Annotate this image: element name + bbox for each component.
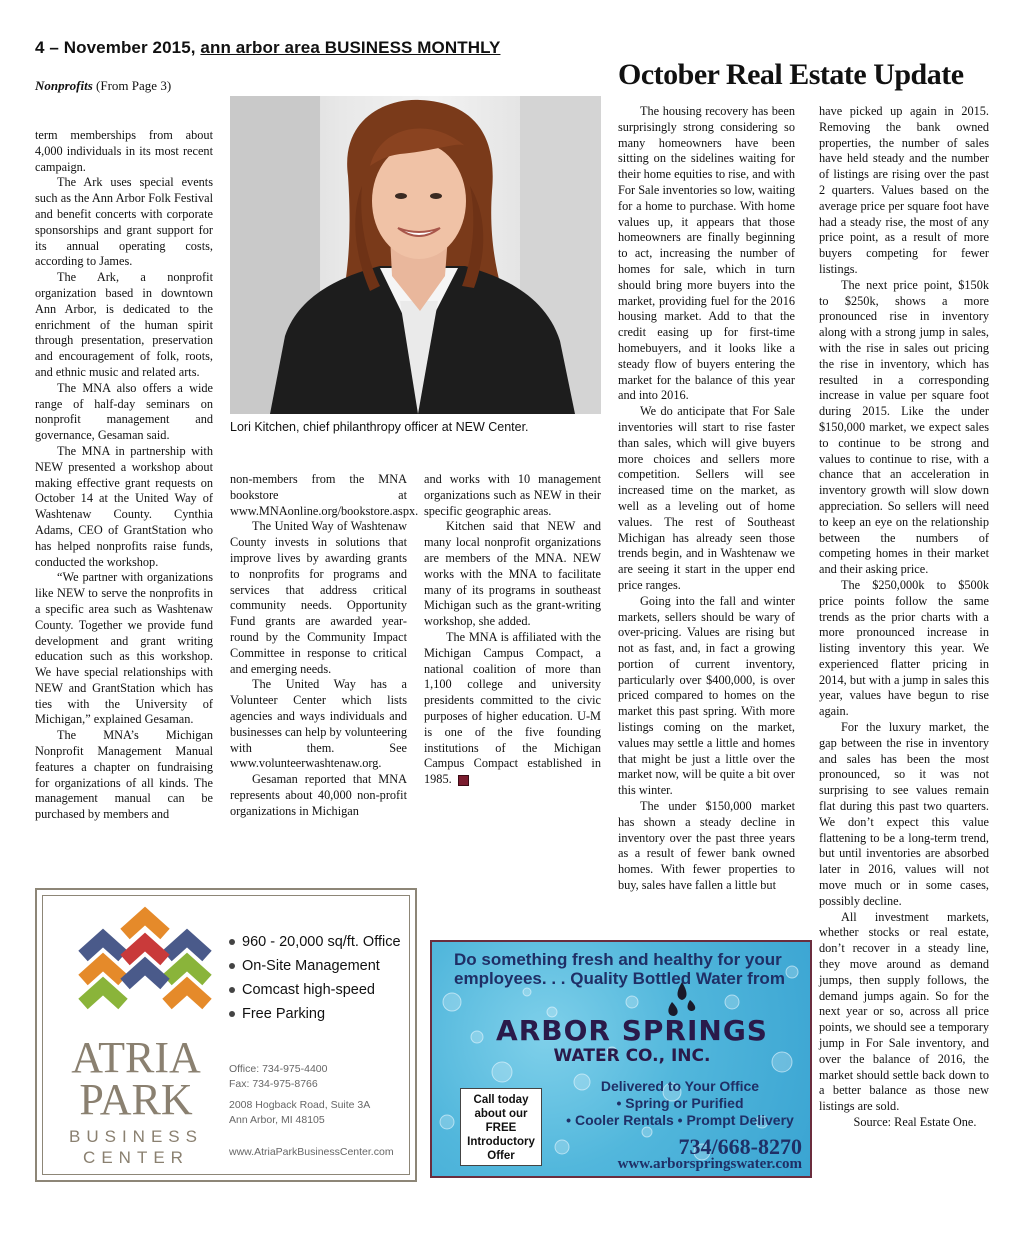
feature-item: Comcast high-speed <box>229 978 401 1002</box>
atria-features <box>229 930 401 1026</box>
atria-website-link[interactable]: www.AtriaParkBusinessCenter.com <box>229 1146 394 1158</box>
address-line-1: 2008 Hogback Road, Suite 3A <box>229 1099 371 1111</box>
paragraph: The United Way of Washtenaw County invests in solutions that improve lives by awarding grants to nonprofits for programs and services that address critical community needs. Opportunity Fund grants are awarded year-round by the Community Impact Committee in response to critical and emerging needs. <box>230 519 407 676</box>
atria-park-ad[interactable] <box>35 888 417 1182</box>
address-line-2: Ann Arbor, MI 48105 <box>229 1114 325 1126</box>
service-line: • Spring or Purified <box>616 1095 744 1111</box>
arbor-website-link[interactable]: www.arborspringswater.com <box>617 1156 802 1172</box>
feature-item: Free Parking <box>229 1002 401 1026</box>
paragraph: All investment markets, whether stocks or real estate, don’t recover in a steady line, they move around as demand jumps, then supply follows, the demand jumps again. So for the next year or so, across all price points, we should see a temporary jump in For Sale inventory, and over the balance of 2016, the market should settle back down to a better balance as those new listings are sold. <box>819 909 989 1114</box>
paragraph: Gesaman reported that MNA represents about 40,000 non-profit organizations in Michigan <box>230 772 407 818</box>
page-number: 4 <box>35 38 45 57</box>
paragraph: The Ark uses special events such as the Ann Arbor Folk Festival and benefit concerts with corporate sponsorships and grant support for its annual operating costs, according to James. <box>35 175 213 269</box>
feature-item: On-Site Management <box>229 954 401 978</box>
atria-logo <box>45 898 221 1168</box>
paragraph <box>424 630 601 788</box>
paragraph: Kitchen said that NEW and many local nonprofit organizations are members of the MNA. NEW works with the MNA to facilitate many of its programs in southeast Michigan such as the grant-writing workshop, she added. <box>424 519 601 629</box>
feature-item: 960 - 20,000 sq/ft. Office <box>229 930 401 954</box>
page-header: 4 – November 2015, ann arbor area BUSINESS MONTHLY <box>35 38 501 57</box>
end-of-story-mark <box>458 775 469 786</box>
nonprofits-column-2 <box>230 472 419 820</box>
real-estate-title: October Real Estate Update <box>618 58 964 91</box>
atria-phones <box>229 1062 327 1092</box>
brand-park: PARK <box>79 1075 193 1124</box>
service-line: Delivered to Your Office <box>600 1078 760 1094</box>
paragraph: “We partner with organizations like NEW to serve the nonprofits in a specific area such as Washtenaw County. Together we provide fund development and grant writing education such as this workshop. We have special relationships with NEW and GrantStation which has ties with the University of Michigan,” explained Gesaman. <box>35 570 213 727</box>
call-line: Offer <box>487 1150 515 1162</box>
office-phone: Office: 734-975-4400 <box>229 1063 328 1075</box>
paragraph: We do anticipate that For Sale inventories will start to rise faster than sales, which will give buyers more choices and sellers more competition. Sellers will see increased time on the market, as well as a leveling out of home values. The rest of Southeast Michigan has already seen those trends begin, and in Washtenaw we are seeing it start in the upper end price ranges. <box>618 404 795 592</box>
paragraph: For the luxury market, the gap between the rise in inventory and sales has been the most pronounced, so it was not surprising to see values remain flat during this past two quarters. We don’t expect this value flattening to be a long-term trend, but until inventories are absorbed later in 2016, values will not move much or in some cases, possibly decline. <box>819 720 989 908</box>
arbor-phone[interactable]: 734/668-8270 <box>678 1134 802 1159</box>
publication-name: ann arbor area BUSINESS MONTHLY <box>200 38 501 57</box>
paragraph-text: The MNA is affiliated with the Michigan Campus Compact, a national coalition of more than 1,100 college and university presidents committed to the civic purposes of higher education. U-M is one of the five founding institutions of the Michigan Campus Compact established in 1985. <box>424 629 601 787</box>
kicker-section: Nonprofits <box>35 78 93 93</box>
paragraph: The MNA in partnership with NEW presented a workshop about making effective grant requests on October 14 at the United Way of Washtenaw County. Cynthia Adams, CEO of GrantStation who has helped nonprofits raise funds, conducted the workshop. <box>35 443 213 569</box>
call-line: Introductory <box>467 1136 535 1148</box>
paragraph: Going into the fall and winter markets, sellers should be wary of over-pricing. Values are rising but not as fast, and, in fact a growing portion of current inventory, particularly over $400,000, is over priced compared to homes on the market this past spring. With more listings coming on the market, values may settle a little and homes that might be just a little over the market now, will be quite a bit over this winter. <box>618 593 795 798</box>
paragraph: and works with 10 management organizations such as NEW in their specific geographic areas. <box>424 472 601 518</box>
paragraph: non-members from the MNA bookstore at www.MNAonline.org/bookstore.aspx. <box>230 472 419 518</box>
headline-line-1: Do something fresh and healthy for your <box>454 950 782 969</box>
arbor-headline <box>454 950 804 988</box>
call-line: about our <box>474 1108 528 1120</box>
brand-atria: ATRIA <box>71 1033 201 1082</box>
paragraph: The United Way has a Volunteer Center which lists agencies and ways individuals and businesses can help by volunteering with them. See www.volunteerwashtenaw.org. <box>230 677 407 771</box>
paragraph: The next price point, $150k to $250k, shows a more pronounced rise in inventory along with a strong jump in sales, with the rise in sales out pricing the rise in inventory, which has resulted in a corresponding increase in value per square foot during 2015. Like the under $150,000 market, we expect sales to continue to be strong and values to continue to rise, with a chance that an acceleration in inventory growth will slow down appreciation. So sellers will need to keep an eye on the relationship between the numbers of competing homes in their market and their asking price. <box>819 277 989 577</box>
paragraph: The $250,000k to $500k price points follow the same trends as the prior charts with a more pronounced increase in listing inventory this year. We experienced flatter pricing in 2014, but with a jump in sales this year, values have begun to rise again. <box>819 577 989 719</box>
paragraph: term memberships from about 4,000 individuals in its most recent campaign. <box>35 128 213 174</box>
paragraph: The MNA’s Michigan Nonprofit Management Manual features a chapter on fundraising for organizations of all kinds. The management manual can be purchased by members and <box>35 728 213 822</box>
photo-caption: Lori Kitchen, chief philanthropy officer at NEW Center. <box>230 420 529 434</box>
kicker-continued: (From Page 3) <box>96 78 172 93</box>
headline-line-2: employees. . . Quality Bottled Water from <box>454 969 785 988</box>
source-line: Source: Real Estate One. <box>853 1115 977 1129</box>
atria-address <box>229 1098 370 1128</box>
paragraph: The Ark, a nonprofit organization based in downtown Ann Arbor, is dedicated to the enrichment of the human spirit through presentation, preservation and encouragement of folk, roots, and ethnic music and related arts. <box>35 270 213 379</box>
portrait-photo <box>230 96 601 414</box>
paragraph: have picked up again in 2015. Removing the bank owned properties, the number of sales have held steady and the number of listings are rising over the past 2 quarters. Values based on the average price per square foot have had a steady rise, the most of any price point, as a result of more buyers competing for fewer listings. <box>819 104 989 276</box>
arbor-name-sub: WATER CO., INC. <box>553 1046 711 1066</box>
paragraph: The MNA also offers a wide range of half-day seminars on nonprofit management and governance, Gesaman said. <box>35 380 213 443</box>
fax-number: Fax: 734-975-8766 <box>229 1078 318 1090</box>
chevron-logo-icon <box>45 898 221 1018</box>
real-estate-column-2 <box>819 104 989 1131</box>
call-today-box <box>460 1088 542 1166</box>
call-line: Call today <box>473 1094 529 1106</box>
issue-date: November 2015, <box>63 38 196 57</box>
paragraph: The housing recovery has been surprisingly strong considering so many homeowners have been sitting on the sidelines waiting for their home equities to rise, and with For Sale inventories so low, waiting for a home to purchase. With home values up, it appears that those homeowners are finally beginning to act, increasing the number of homes for sale, which in turn should bring more buyers into the market, providing fuel for the 2016 housing market. Add to that the credit easing up for first-time homebuyers, and it looks like a steady flow of buyers entering the market for the balance of this year and into 2016. <box>618 104 795 403</box>
paragraph: The under $150,000 market has shown a steady decline in inventory over the past three years as a result of fewer bank owned homes. With fewer properties to buy, sales have fallen a little but <box>618 799 795 893</box>
portrait-illustration <box>230 96 601 414</box>
continued-kicker <box>35 78 171 94</box>
brand-business: BUSINESS <box>69 1127 203 1146</box>
call-line: FREE <box>485 1122 517 1134</box>
arbor-name: ARBOR SPRINGS <box>496 1014 768 1047</box>
nonprofits-column-3 <box>424 472 601 788</box>
nonprofits-column-1 <box>35 128 213 823</box>
arbor-springs-ad[interactable] <box>430 940 812 1178</box>
service-line: • Cooler Rentals • Prompt Delivery <box>566 1112 794 1128</box>
brand-center: CENTER <box>83 1148 189 1167</box>
real-estate-column-1 <box>618 104 795 894</box>
